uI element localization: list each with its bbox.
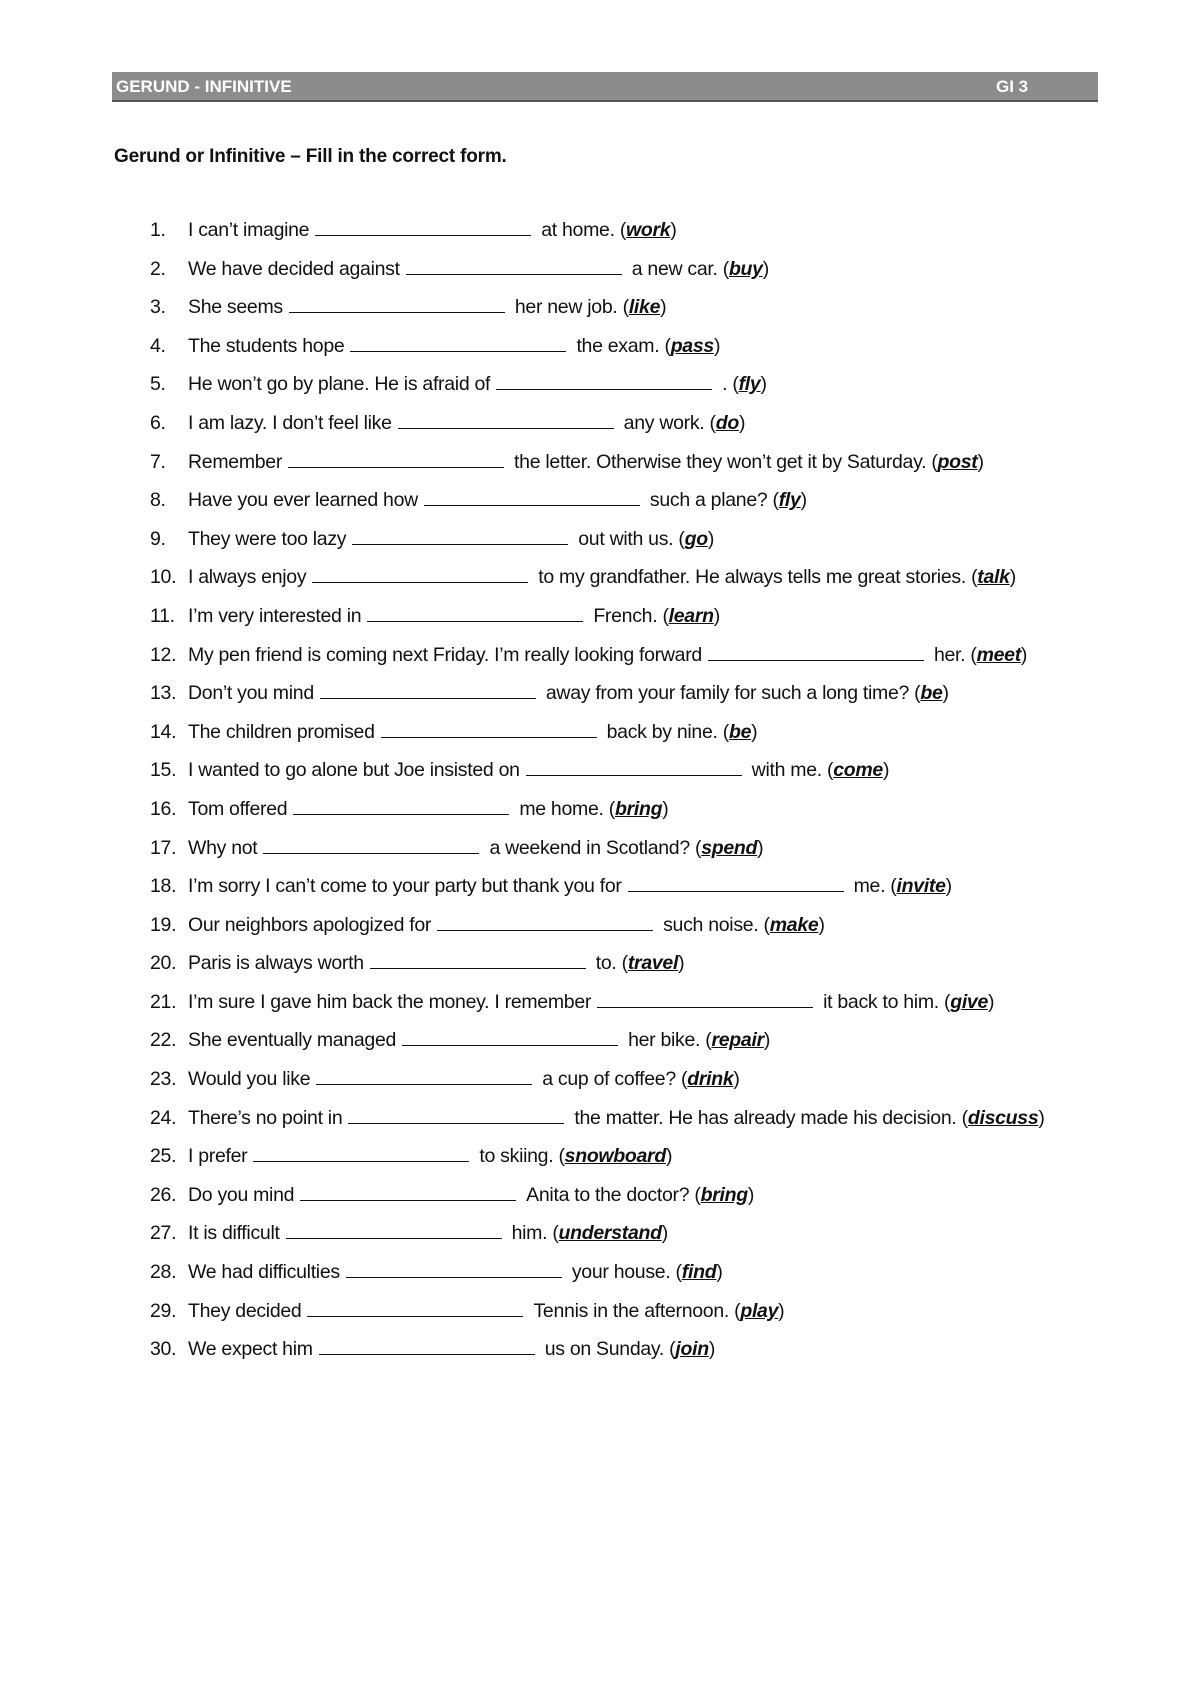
- exercise-item: [150, 443, 1090, 482]
- item-number: 16.: [150, 797, 177, 820]
- sentence-start: My pen friend is coming next Friday. I’m really looking forward: [188, 643, 702, 666]
- item-sentence: [188, 1214, 1090, 1253]
- item-number: 24.: [150, 1106, 177, 1129]
- item-number: 30.: [150, 1338, 177, 1361]
- answer-blank[interactable]: [348, 1105, 564, 1124]
- item-sentence: [188, 1330, 1090, 1369]
- item-number: 2.: [150, 257, 166, 280]
- item-sentence: [188, 751, 1090, 790]
- sentence-start: Paris is always worth: [188, 952, 364, 975]
- answer-blank[interactable]: [320, 680, 536, 699]
- sentence-start: The children promised: [188, 720, 375, 743]
- verb-hint: bring: [700, 1183, 748, 1206]
- answer-blank[interactable]: [289, 294, 505, 313]
- exercise-item: [150, 1137, 1090, 1176]
- sentence-start: Tom offered: [188, 797, 288, 820]
- item-sentence: [188, 520, 1090, 559]
- header-bar: [112, 72, 1098, 102]
- item-number: 26.: [150, 1183, 177, 1206]
- sentence-end: a new car. (: [631, 257, 729, 280]
- item-number: 17.: [150, 836, 177, 859]
- verb-hint: talk: [977, 566, 1010, 589]
- exercise-item: [150, 1099, 1090, 1138]
- verb-hint: post: [937, 450, 978, 473]
- sentence-end: to skiing. (: [479, 1145, 565, 1168]
- item-number: 20.: [150, 952, 177, 975]
- item-sentence: [188, 327, 1090, 366]
- exercise-item: [150, 211, 1090, 250]
- sentence-start: They were too lazy: [188, 527, 347, 550]
- item-sentence: [188, 288, 1090, 327]
- exercise-item: [150, 1330, 1090, 1369]
- closing-paren: ): [660, 296, 667, 319]
- closing-paren: ): [661, 1222, 668, 1245]
- sentence-end: out with us. (: [578, 527, 685, 550]
- sentence-end: her. (: [933, 643, 977, 666]
- answer-blank[interactable]: [307, 1298, 523, 1317]
- worksheet-title: GERUND - INFINITIVE: [116, 77, 292, 96]
- closing-paren: ): [945, 875, 952, 898]
- verb-hint: learn: [668, 604, 714, 627]
- verb-hint: understand: [558, 1222, 662, 1245]
- closing-paren: ): [988, 990, 995, 1013]
- item-sentence: [188, 250, 1090, 289]
- item-number: 25.: [150, 1145, 177, 1168]
- sentence-start: There’s no point in: [188, 1106, 343, 1129]
- closing-paren: ): [670, 219, 677, 241]
- answer-blank[interactable]: [316, 1066, 532, 1085]
- sentence-start: Don’t you mind: [188, 682, 314, 705]
- item-sentence: [188, 1060, 1090, 1099]
- item-number: 29.: [150, 1299, 177, 1322]
- sentence-start: We have decided against: [188, 257, 400, 280]
- item-number: 3.: [150, 296, 166, 319]
- answer-blank[interactable]: [319, 1336, 535, 1355]
- answer-blank[interactable]: [352, 526, 568, 545]
- sentence-start: I’m very interested in: [188, 604, 362, 627]
- answer-blank[interactable]: [496, 371, 712, 390]
- exercise-item: [150, 790, 1090, 829]
- verb-hint: drink: [687, 1068, 734, 1091]
- verb-hint: play: [740, 1299, 779, 1322]
- exercise-item: [150, 481, 1090, 520]
- item-sentence: [188, 983, 1090, 1022]
- exercise-item: [150, 713, 1090, 752]
- sentence-start: They decided: [188, 1299, 302, 1322]
- sentence-end: us on Sunday. (: [544, 1338, 676, 1361]
- item-sentence: [188, 867, 1090, 906]
- sentence-start: I am lazy. I don’t feel like: [188, 411, 392, 434]
- answer-blank[interactable]: [437, 912, 653, 931]
- verb-hint: be: [920, 682, 943, 705]
- item-number: 1.: [150, 219, 166, 241]
- answer-blank[interactable]: [300, 1182, 516, 1201]
- verb-hint: repair: [711, 1029, 764, 1052]
- exercise-item: [150, 1292, 1090, 1331]
- sentence-start: She eventually managed: [188, 1029, 397, 1052]
- answer-blank[interactable]: [263, 835, 479, 854]
- exercise-list: [150, 211, 1090, 1369]
- closing-paren: ): [757, 836, 764, 859]
- exercise-item: [150, 1253, 1090, 1292]
- verb-hint: travel: [627, 952, 679, 975]
- closing-paren: ): [665, 1145, 673, 1168]
- item-sentence: [188, 1176, 1090, 1215]
- worksheet-code: GI 3: [996, 77, 1029, 96]
- instructions: Gerund or Infinitive – Fill in the correct form.: [114, 146, 507, 167]
- verb-hint: meet: [976, 643, 1021, 666]
- exercise-item: [150, 558, 1090, 597]
- exercise-item: [150, 1021, 1090, 1060]
- item-sentence: [188, 713, 1090, 752]
- item-sentence: [188, 1137, 1090, 1176]
- verb-hint: be: [728, 720, 752, 743]
- verb-hint: pass: [670, 334, 714, 357]
- answer-blank[interactable]: [526, 757, 742, 776]
- closing-paren: ): [762, 257, 769, 280]
- answer-blank[interactable]: [381, 719, 597, 738]
- item-sentence: [188, 1253, 1090, 1292]
- item-number: 7.: [150, 450, 166, 473]
- sentence-end: a cup of coffee? (: [542, 1068, 688, 1091]
- item-sentence: [188, 443, 1090, 482]
- verb-hint: do: [715, 411, 739, 434]
- sentence-start: She seems: [188, 296, 283, 319]
- item-number: 23.: [150, 1068, 177, 1091]
- verb-hint: discuss: [967, 1106, 1039, 1129]
- sentence-start: Do you mind: [188, 1183, 295, 1206]
- item-number: 18.: [150, 875, 177, 898]
- verb-hint: go: [684, 527, 708, 550]
- sentence-start: I can’t imagine: [188, 219, 310, 241]
- closing-paren: ): [738, 411, 746, 434]
- item-sentence: [188, 597, 1090, 636]
- sentence-end: such a plane? (: [649, 489, 779, 512]
- verb-hint: work: [626, 219, 671, 241]
- sentence-start: We had difficulties: [188, 1261, 340, 1284]
- sentence-start: I’m sorry I can’t come to your party but thank you for: [188, 875, 622, 898]
- answer-blank[interactable]: [346, 1259, 562, 1278]
- sentence-start: Our neighbors apologized for: [188, 913, 432, 936]
- sentence-end: French. (: [593, 604, 669, 627]
- answer-blank[interactable]: [424, 487, 640, 506]
- sentence-end: to my grandfather. He always tells me great stories. (: [538, 566, 978, 589]
- verb-hint: fly: [778, 489, 801, 512]
- item-number: 11.: [150, 604, 175, 627]
- exercise-item: [150, 520, 1090, 559]
- closing-paren: ): [751, 720, 758, 743]
- item-sentence: [188, 1099, 1090, 1138]
- sentence-start: It is difficult: [188, 1222, 280, 1245]
- item-number: 5.: [150, 373, 166, 396]
- answer-blank[interactable]: [708, 642, 924, 661]
- exercise-item: [150, 829, 1090, 868]
- answer-blank[interactable]: [398, 410, 614, 429]
- closing-paren: ): [977, 450, 984, 473]
- closing-paren: ): [882, 759, 890, 782]
- verb-hint: spend: [701, 836, 758, 859]
- closing-paren: ): [678, 952, 685, 975]
- answer-blank[interactable]: [286, 1220, 502, 1239]
- closing-paren: ): [713, 334, 721, 357]
- answer-blank[interactable]: [367, 603, 583, 622]
- item-number: 21.: [150, 990, 177, 1013]
- closing-paren: ): [747, 1183, 755, 1206]
- exercise-item: [150, 751, 1090, 790]
- closing-paren: ): [716, 1261, 723, 1284]
- sentence-end: me home. (: [519, 797, 615, 820]
- verb-hint: snowboard: [564, 1145, 666, 1168]
- sentence-end: her bike. (: [628, 1029, 712, 1052]
- exercise-item: [150, 636, 1090, 675]
- exercise-item: [150, 597, 1090, 636]
- answer-blank[interactable]: [597, 989, 813, 1008]
- sentence-end: it back to him. (: [823, 990, 951, 1013]
- sentence-start: I always enjoy: [188, 566, 307, 589]
- verb-hint: find: [681, 1261, 717, 1284]
- item-sentence: [188, 404, 1090, 443]
- closing-paren: ): [1020, 643, 1028, 666]
- exercise-item: [150, 1060, 1090, 1099]
- verb-hint: like: [628, 296, 661, 319]
- answer-blank[interactable]: [253, 1143, 469, 1162]
- sentence-end: Tennis in the afternoon. (: [533, 1299, 741, 1322]
- closing-paren: ): [942, 682, 949, 705]
- item-sentence: [188, 558, 1090, 597]
- item-number: 14.: [150, 720, 177, 743]
- closing-paren: ): [800, 489, 807, 512]
- verb-hint: come: [833, 759, 883, 782]
- item-number: 22.: [150, 1029, 177, 1052]
- item-sentence: [188, 211, 1090, 250]
- sentence-end: me. (: [853, 875, 897, 898]
- item-sentence: [188, 365, 1090, 404]
- sentence-start: He won’t go by plane. He is afraid of: [188, 373, 491, 396]
- sentence-start: I prefer: [188, 1145, 248, 1168]
- sentence-end: a weekend in Scotland? (: [489, 836, 702, 859]
- item-sentence: [188, 674, 1090, 713]
- item-number: 4.: [150, 334, 166, 357]
- exercise-item: [150, 404, 1090, 443]
- closing-paren: ): [760, 373, 767, 396]
- answer-blank[interactable]: [406, 256, 622, 275]
- answer-blank[interactable]: [288, 449, 504, 468]
- item-number: 9.: [150, 527, 166, 550]
- exercise-item: [150, 867, 1090, 906]
- closing-paren: ): [733, 1068, 740, 1091]
- exercise-item: [150, 288, 1090, 327]
- item-number: 12.: [150, 643, 177, 666]
- sentence-end: the letter. Otherwise they won’t get it by Saturday. (: [514, 450, 938, 473]
- item-sentence: [188, 481, 1090, 520]
- item-number: 15.: [150, 759, 177, 782]
- answer-blank[interactable]: [628, 873, 844, 892]
- item-number: 13.: [150, 682, 177, 705]
- exercise-item: [150, 1214, 1090, 1253]
- sentence-end: with me. (: [751, 759, 834, 782]
- exercise-item: [150, 365, 1090, 404]
- verb-hint: buy: [728, 257, 763, 280]
- sentence-end: the matter. He has already made his decision. (: [574, 1106, 968, 1129]
- verb-hint: fly: [738, 373, 761, 396]
- sentence-start: Would you like: [188, 1068, 311, 1091]
- item-sentence: [188, 829, 1090, 868]
- closing-paren: ): [763, 1029, 771, 1052]
- item-sentence: [188, 790, 1090, 829]
- sentence-end: Anita to the doctor? (: [526, 1183, 701, 1206]
- closing-paren: ): [662, 797, 669, 820]
- answer-blank[interactable]: [350, 333, 566, 352]
- verb-hint: give: [950, 990, 989, 1013]
- exercise-item: [150, 1176, 1090, 1215]
- answer-blank[interactable]: [315, 217, 531, 236]
- exercise-item: [150, 250, 1090, 289]
- sentence-end: her new job. (: [514, 296, 629, 319]
- sentence-end: him. (: [511, 1222, 559, 1245]
- exercise-item: [150, 327, 1090, 366]
- sentence-start: Have you ever learned how: [188, 489, 418, 512]
- verb-hint: join: [675, 1338, 709, 1361]
- exercise-item: [150, 983, 1090, 1022]
- sentence-end: your house. (: [571, 1261, 682, 1284]
- closing-paren: ): [707, 527, 715, 550]
- verb-hint: make: [769, 913, 819, 936]
- closing-paren: ): [818, 913, 825, 936]
- closing-paren: ): [713, 604, 720, 627]
- verb-hint: invite: [896, 875, 946, 898]
- sentence-start: The students hope: [188, 334, 345, 357]
- item-number: 19.: [150, 913, 177, 936]
- closing-paren: ): [708, 1338, 716, 1361]
- item-sentence: [188, 944, 1090, 983]
- closing-paren: ): [1038, 1106, 1045, 1129]
- sentence-end: the exam. (: [576, 334, 671, 357]
- answer-blank[interactable]: [370, 950, 586, 969]
- sentence-start: I wanted to go alone but Joe insisted on: [188, 759, 520, 782]
- closing-paren: ): [778, 1299, 785, 1322]
- closing-paren: ): [1009, 566, 1016, 589]
- item-sentence: [188, 1021, 1090, 1060]
- sentence-end: at home. (: [541, 219, 627, 241]
- item-sentence: [188, 1292, 1090, 1331]
- sentence-end: . (: [722, 373, 739, 396]
- sentence-end: to. (: [595, 952, 628, 975]
- exercise-item: [150, 674, 1090, 713]
- sentence-start: Why not: [188, 836, 258, 859]
- item-sentence: [188, 906, 1090, 945]
- answer-blank[interactable]: [293, 796, 509, 815]
- exercise-item: [150, 906, 1090, 945]
- sentence-start: I’m sure I gave him back the money. I remember: [188, 990, 592, 1013]
- sentence-end: away from your family for such a long time? (: [545, 682, 921, 705]
- answer-blank[interactable]: [402, 1027, 618, 1046]
- verb-hint: bring: [614, 797, 663, 820]
- item-number: 8.: [150, 489, 166, 512]
- item-number: 27.: [150, 1222, 177, 1245]
- sentence-end: such noise. (: [663, 913, 770, 936]
- item-number: 28.: [150, 1261, 177, 1284]
- sentence-start: Remember: [188, 450, 283, 473]
- sentence-end: any work. (: [623, 411, 716, 434]
- item-number: 6.: [150, 411, 166, 434]
- sentence-start: We expect him: [188, 1338, 313, 1361]
- item-sentence: [188, 636, 1090, 675]
- sentence-end: back by nine. (: [606, 720, 729, 743]
- item-number: 10.: [150, 566, 177, 589]
- exercise-item: [150, 944, 1090, 983]
- answer-blank[interactable]: [312, 564, 528, 583]
